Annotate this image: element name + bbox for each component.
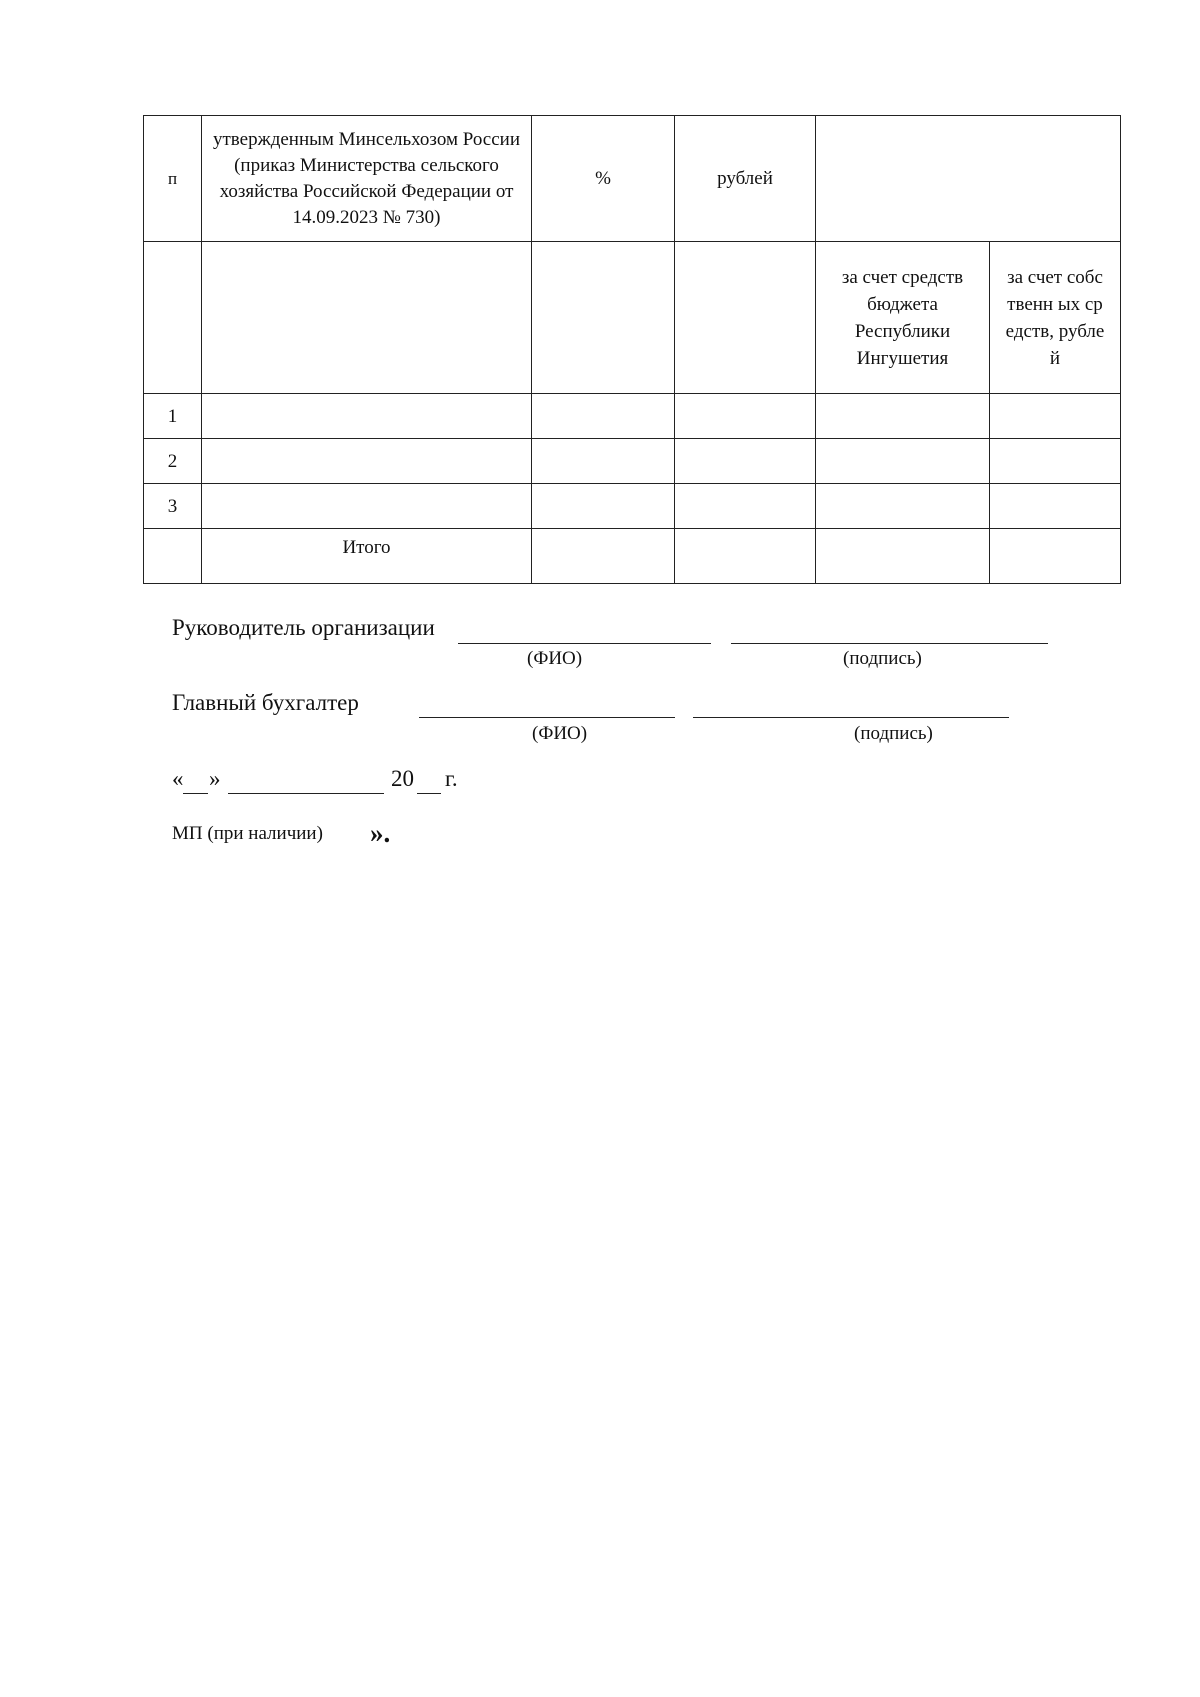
header-rubles: рублей (675, 116, 816, 242)
date-day-line[interactable] (183, 793, 208, 794)
date-year-line[interactable] (417, 793, 441, 794)
header-budget: за счет средств бюджета Республики Ингушетия (816, 242, 990, 394)
header-funding-group (816, 116, 1121, 242)
accountant-label: Главный бухгалтер (172, 690, 359, 715)
header-n: п (144, 116, 202, 242)
table-cell[interactable] (675, 529, 816, 584)
table-header-row-1 (144, 116, 1121, 242)
table-cell[interactable] (990, 439, 1121, 484)
head-fio-caption: (ФИО) (527, 648, 583, 669)
table-cell[interactable] (990, 484, 1121, 529)
form-table (143, 115, 1121, 584)
table-cell[interactable] (532, 484, 675, 529)
header-empty-cell (675, 242, 816, 394)
table-total-row (144, 529, 1121, 584)
date-year-suffix: г. (445, 766, 458, 791)
table-cell[interactable] (202, 394, 532, 439)
table-header-row-2 (144, 242, 1121, 394)
date-close-quote: » (209, 766, 221, 791)
table-cell[interactable] (202, 439, 532, 484)
table-cell[interactable] (816, 484, 990, 529)
date-month-line[interactable] (228, 793, 384, 794)
table-cell[interactable] (675, 439, 816, 484)
table-row (144, 484, 1121, 529)
table-cell[interactable] (675, 394, 816, 439)
header-own: за счет собственн ых средств, рублей (990, 242, 1121, 394)
table-cell[interactable] (532, 394, 675, 439)
closing-quote-mark: ». (370, 818, 391, 848)
row-number: 3 (144, 484, 202, 529)
header-empty-cell (532, 242, 675, 394)
header-percent: % (532, 116, 675, 242)
header-empty-cell (144, 242, 202, 394)
head-signature-line[interactable] (731, 643, 1048, 644)
date-year-prefix: 20 (391, 766, 414, 791)
date-open-quote: « (172, 766, 184, 791)
table-cell[interactable] (990, 529, 1121, 584)
table-cell[interactable] (816, 394, 990, 439)
head-label: Руководитель организации (172, 615, 435, 640)
table-cell[interactable] (990, 394, 1121, 439)
accountant-fio-caption: (ФИО) (532, 723, 588, 744)
row-number: 1 (144, 394, 202, 439)
table-cell[interactable] (202, 484, 532, 529)
stamp-label: МП (при наличии) (172, 823, 323, 844)
table-row (144, 439, 1121, 484)
table-cell (144, 529, 202, 584)
accountant-sign-caption: (подпись) (854, 723, 933, 744)
accountant-fio-line[interactable] (419, 717, 675, 718)
head-sign-caption: (подпись) (843, 648, 922, 669)
header-basis: утвержденным Минсельхозом России (приказ Министерства сельского хозяйства Российской Федерации от 14.09.2023 № 730) (202, 116, 532, 242)
table-row (144, 394, 1121, 439)
header-empty-cell (202, 242, 532, 394)
total-label: Итого (202, 529, 532, 584)
table-cell[interactable] (675, 484, 816, 529)
table-cell[interactable] (532, 439, 675, 484)
table-cell[interactable] (532, 529, 675, 584)
table-cell[interactable] (816, 439, 990, 484)
row-number: 2 (144, 439, 202, 484)
accountant-signature-line[interactable] (693, 717, 1009, 718)
table-cell[interactable] (816, 529, 990, 584)
head-fio-line[interactable] (458, 643, 711, 644)
